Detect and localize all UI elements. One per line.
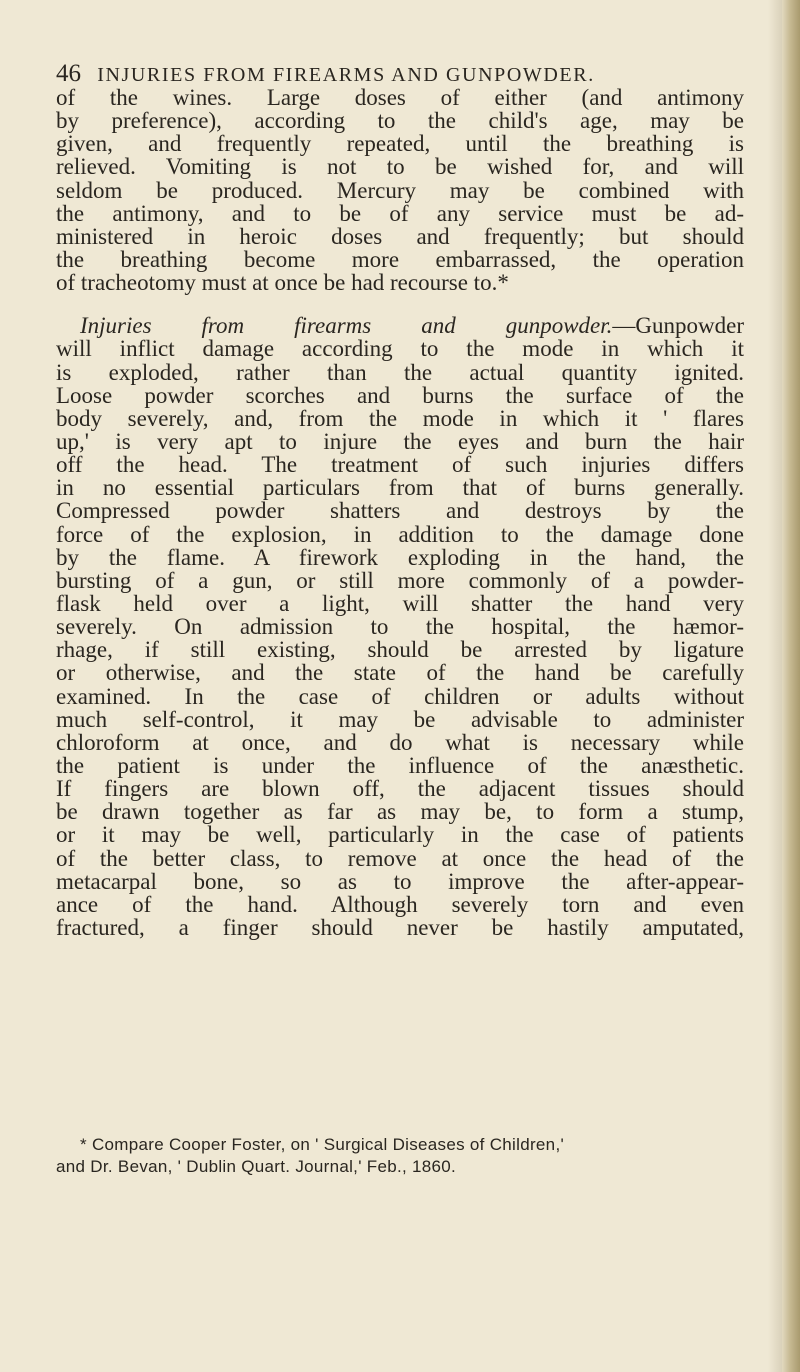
text-line: up,' is very apt to injure the eyes and burn the hair xyxy=(56,428,744,454)
text-line: of tracheotomy must at once be had recourse to.* xyxy=(56,270,509,296)
footnote-line: and Dr. Bevan, ' Dublin Quart. Journal,' Feb., 1860. xyxy=(56,1157,457,1176)
text-line: body severely, and, from the mode in which it ' flares xyxy=(56,405,744,431)
text-line: seldom be produced. Mercury may be combined with xyxy=(56,177,744,203)
section-first-line-rest: —Gunpowder xyxy=(612,313,744,339)
text-line: fractured, a finger should never be hastily amputated, xyxy=(56,914,744,940)
text-line: force of the explosion, in addition to the damage done xyxy=(56,521,744,547)
section-paragraph xyxy=(56,314,744,939)
text-line: flask held over a light, will shatter the hand very xyxy=(56,590,744,616)
text-line: ministered in heroic doses and frequently; but should xyxy=(56,223,744,249)
text-line: much self-control, it may be advisable to administer xyxy=(56,706,744,732)
text-line: in no essential particulars from that of burns generally. xyxy=(56,475,744,501)
footnote-line: * Compare Cooper Foster, on ' Surgical Diseases of Children,' xyxy=(80,1135,565,1154)
text-line: by the flame. A firework exploding in the hand, the xyxy=(56,544,744,570)
text-line: the antimony, and to be of any service must be ad- xyxy=(56,200,744,226)
text-line: given, and frequently repeated, until the breathing is xyxy=(56,131,744,157)
text-line: chloroform at once, and do what is necessary while xyxy=(56,729,744,755)
text-line: bursting of a gun, or still more commonly of a powder- xyxy=(56,567,744,593)
section-heading: Injuries from firearms and gunpowder. xyxy=(80,313,613,339)
text-line: If fingers are blown off, the adjacent tissues should xyxy=(56,776,744,802)
text-line: metacarpal bone, so as to improve the after-appear- xyxy=(56,868,744,894)
text-line: examined. In the case of children or adults without xyxy=(56,683,744,709)
running-head xyxy=(56,60,746,88)
body-text xyxy=(56,86,744,939)
text-line: or it may be well, particularly in the case of patients xyxy=(56,822,744,848)
text-line: of the wines. Large doses of either (and antimony xyxy=(56,85,744,110)
text-line: is exploded, rather than the actual quantity ignited. xyxy=(56,359,744,385)
page-number: 46 xyxy=(56,60,81,87)
footnote xyxy=(56,1134,746,1178)
page-edge xyxy=(782,0,800,1372)
text-line: relieved. Vomiting is not to be wished for, and will xyxy=(56,154,744,180)
text-line: rhage, if still existing, should be arrested by ligature xyxy=(56,637,744,663)
text-line: Compressed powder shatters and destroys by the xyxy=(56,498,744,524)
text-line: Loose powder scorches and burns the surface of the xyxy=(56,382,744,408)
text-line: by preference), according to the child's age, may be xyxy=(56,108,744,134)
page-gutter-shadow xyxy=(768,0,782,1372)
text-line: the patient is under the influence of the anæsthetic. xyxy=(56,752,744,778)
section-first-line xyxy=(56,314,744,337)
text-line: severely. On admission to the hospital, the hæmor- xyxy=(56,614,744,640)
running-head-title: INJURIES FROM FIREARMS AND GUNPOWDER. xyxy=(97,64,595,86)
paragraph-gap xyxy=(56,294,744,314)
text-line: off the head. The treatment of such injuries differs xyxy=(56,452,744,478)
text-line: of the better class, to remove at once the head of the xyxy=(56,845,744,871)
text-line: or otherwise, and the state of the hand be carefully xyxy=(56,660,744,686)
text-line: ance of the hand. Although severely torn and even xyxy=(56,891,744,917)
text-line: will inflict damage according to the mode in which it xyxy=(56,336,744,362)
text-line: the breathing become more embarrassed, the operation xyxy=(56,246,744,272)
text-line: be drawn together as far as may be, to form a stump, xyxy=(56,799,744,825)
continuation-paragraph xyxy=(56,86,744,294)
